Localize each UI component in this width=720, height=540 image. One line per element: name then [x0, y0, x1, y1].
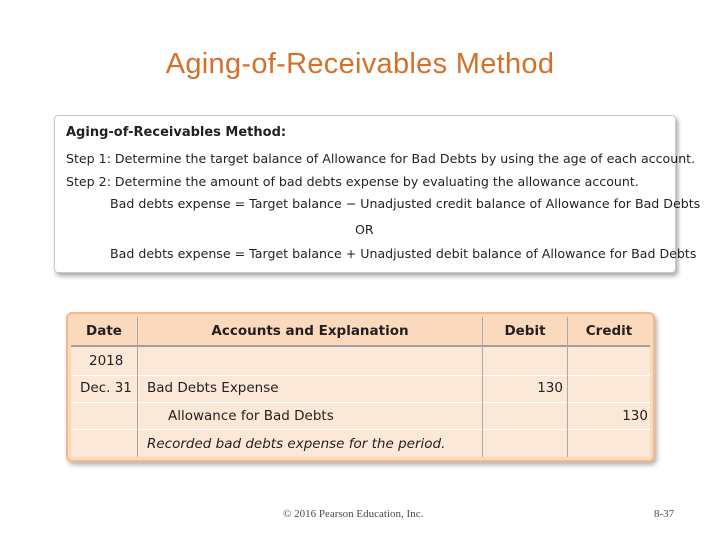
row-2-debit: 130: [537, 380, 563, 396]
row-3-credit: 130: [622, 408, 648, 424]
step-2-text: Step 2: Determine the amount of bad debts expense by evaluating the allowance account.: [66, 174, 639, 189]
row-2-date: Dec. 31: [80, 380, 132, 396]
row-1-date: 2018: [89, 353, 124, 369]
method-heading: Aging-of-Receivables Method:: [66, 125, 287, 140]
row-3-account: Allowance for Bad Debts: [168, 408, 334, 424]
copyright-footer: © 2016 Pearson Education, Inc.: [283, 508, 424, 520]
slide-title: Aging-of-Receivables Method: [165, 48, 555, 80]
row-divider: [71, 429, 650, 430]
formula-credit-balance: Bad debts expense = Target balance − Unadjusted credit balance of Allowance for Bad Debts: [110, 196, 701, 211]
method-steps-box: [54, 115, 701, 273]
journal-grid: [71, 317, 650, 457]
row-divider: [71, 375, 650, 376]
row-4-explanation: Recorded bad debts expense for the period.: [147, 436, 446, 452]
page-number: 8-37: [654, 508, 675, 520]
journal-entry-table: [66, 312, 655, 462]
header-debit: Debit: [483, 317, 567, 347]
row-2-account: Bad Debts Expense: [147, 380, 279, 396]
header-credit: Credit: [568, 317, 650, 347]
column-divider: [137, 317, 138, 457]
row-divider: [71, 402, 650, 403]
header-date: Date: [71, 317, 137, 347]
column-divider: [482, 317, 483, 457]
formula-debit-balance: Bad debts expense = Target balance + Unadjusted debit balance of Allowance for Bad Debts: [110, 246, 697, 261]
header-accounts: Accounts and Explanation: [138, 317, 482, 347]
column-divider: [567, 317, 568, 457]
step-1-text: Step 1: Determine the target balance of Allowance for Bad Debts by using the age of each account.: [66, 151, 696, 166]
or-separator: OR: [355, 222, 374, 237]
